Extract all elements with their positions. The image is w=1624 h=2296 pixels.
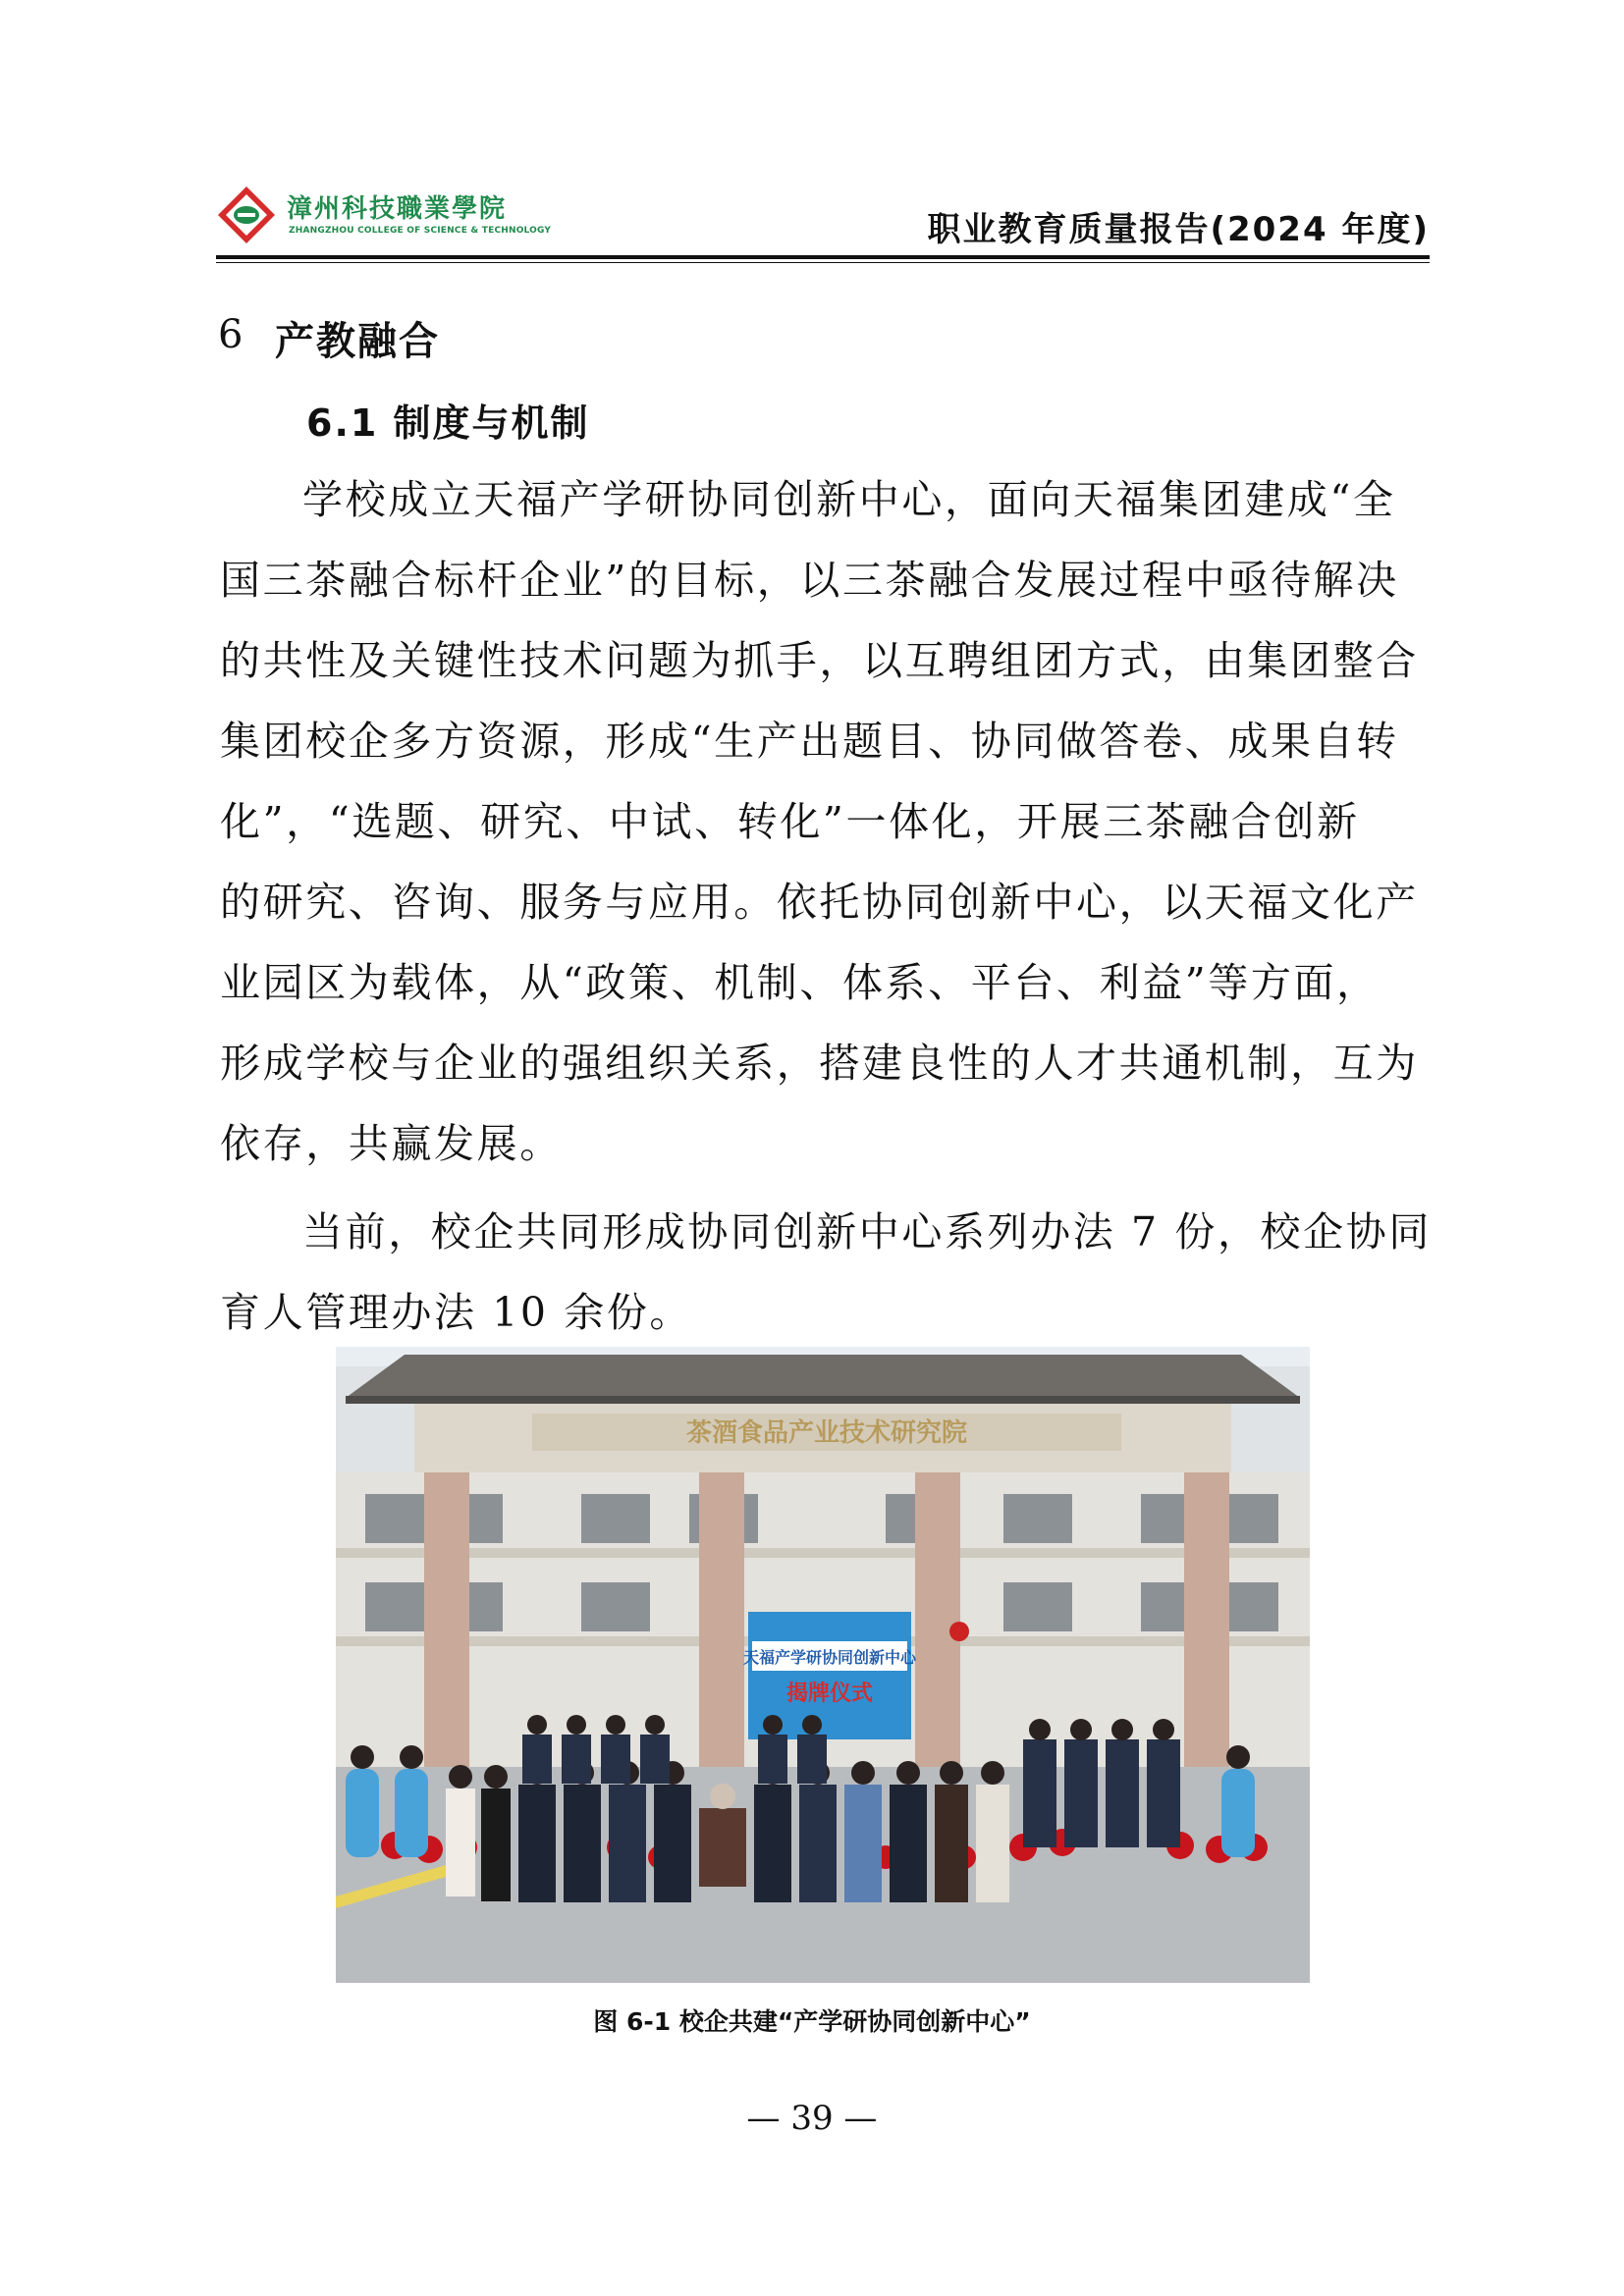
banner-title: 天福产学研协同创新中心 <box>742 1648 917 1667</box>
paragraph-line: 的共性及关键性技术问题为抓手，以互聘组团方式，由集团整合 <box>220 637 1419 684</box>
paragraph-line: 业园区为载体，从“政策、机制、体系、平台、利益”等方面， <box>220 959 1380 1006</box>
college-logo <box>216 185 569 245</box>
header-rule <box>216 255 1430 259</box>
figure-caption: 图 6-1 校企共建“产学研协同创新中心” <box>593 2007 1031 2036</box>
paragraph-line: 学校成立天福产学研协同创新中心，面向天福集团建成“全 <box>302 476 1396 523</box>
ceremony-photo-illustration <box>336 1347 1310 1983</box>
banner-subtitle: 揭牌仪式 <box>785 1682 874 1706</box>
subsection-title: 6.1 制度与机制 <box>306 401 590 445</box>
paragraph-line: 的研究、咨询、服务与应用。依托协同创新中心，以天福文化产 <box>220 879 1419 926</box>
paragraph-line: 育人管理办法 10 余份。 <box>220 1289 693 1336</box>
page-header <box>216 177 1430 257</box>
section-title: 产教融合 <box>275 319 440 364</box>
ceremony-photo <box>336 1347 1310 1983</box>
header-rule-thin <box>216 262 1430 263</box>
page-number: — 39 — <box>746 2099 878 2138</box>
paragraph-line: 国三茶融合标杆企业”的目标，以三茶融合发展过程中亟待解决 <box>220 557 1399 604</box>
paragraph-line: 化”，“选题、研究、中试、转化”一体化，开展三茶融合创新 <box>220 798 1360 845</box>
paragraph-line: 集团校企多方资源，形成“生产出题目、协同做答卷、成果自转 <box>220 718 1399 765</box>
paragraph-1 <box>220 459 1430 1184</box>
paragraph-line: 当前，校企共同形成协同创新中心系列办法 7 份，校企协同 <box>302 1208 1432 1255</box>
college-name-cn: 漳州科技職業學院 <box>287 194 508 224</box>
report-title: 职业教育质量报告(2024 年度) <box>927 210 1430 249</box>
building-sign: 茶酒食品产业技术研究院 <box>685 1418 968 1448</box>
section-number: 6 <box>218 312 244 357</box>
paragraph-line: 形成学校与企业的强组织关系，搭建良性的人才共通机制，互为 <box>220 1040 1419 1087</box>
paragraph-line: 依存，共赢发展。 <box>220 1120 563 1167</box>
college-name-en: ZHANGZHOU COLLEGE OF SCIENCE & TECHNOLOGY <box>289 226 552 236</box>
college-emblem-icon <box>216 185 277 245</box>
paragraph-2 <box>220 1192 1430 1353</box>
